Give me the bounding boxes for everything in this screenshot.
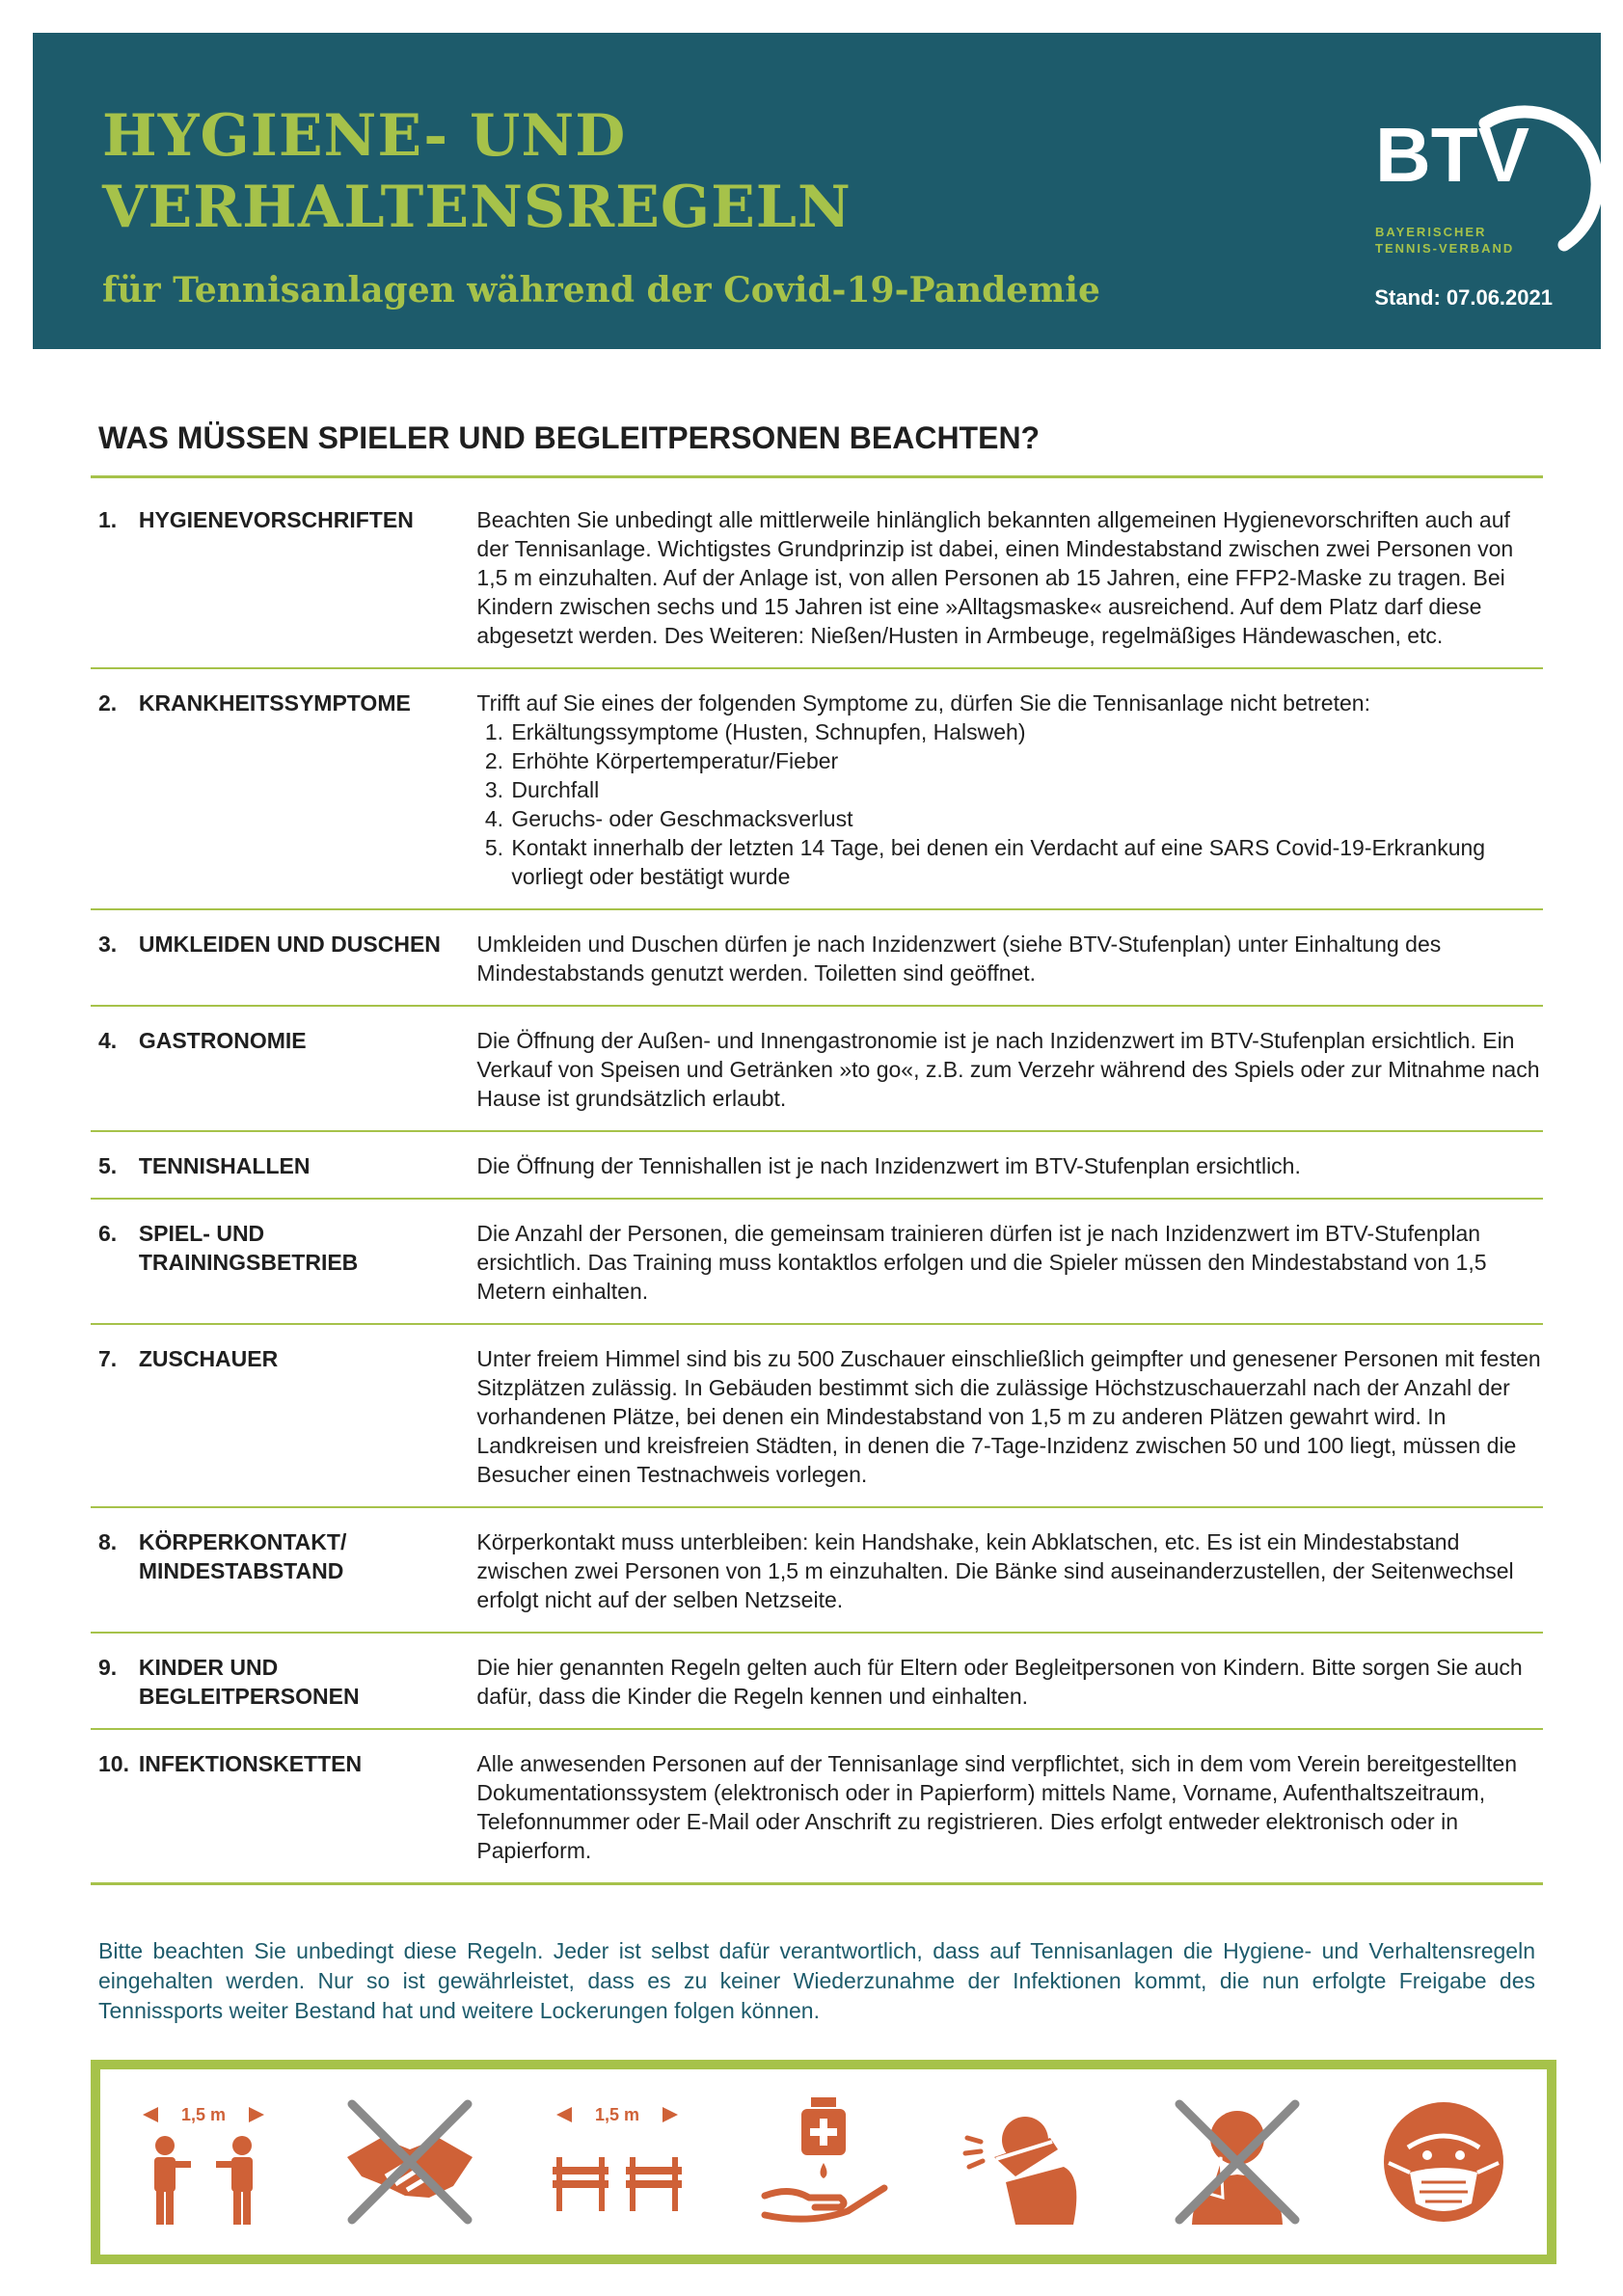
rule-number: 2.	[98, 690, 118, 716]
rule-body: Unter freiem Himmel sind bis zu 500 Zuschauer einschließlich geimpfter und genesener Personen mit festen Sitzplätzen zulässig. In Gebäuden bestimmt sich die zulässige Höchstzuschauerzahl nach der Anzahl der vorhandenen Plätze, bei denen ein Mindestabstand von 1,5 m zu anderen Plätzen gewahrt wird. In Landkreisen und kreisfreien Städten, in denen die 7-Tage-Inzidenz zwischen 50 und 100 liegt, müssen die Besucher einen Testnachweis vorlegen.	[476, 1346, 1541, 1487]
rule-title: UMKLEIDEN UND DUSCHEN	[138, 932, 441, 957]
symptoms-intro: Trifft auf Sie eines der folgenden Symptome zu, dürfen Sie die Tennisanlage nicht betreten:	[476, 690, 1370, 716]
stand-date: Stand: 07.06.2021	[1374, 285, 1553, 310]
rule-body: Umkleiden und Duschen dürfen je nach Inzidenzwert (siehe BTV-Stufenplan) unter Einhaltung des Mindestabstands genutzt werden. Toiletten sind geöffnet.	[476, 932, 1442, 986]
sneeze-elbow-icon	[958, 2090, 1102, 2234]
title-line-1: HYGIENE- UND	[102, 102, 627, 170]
rule-title: HYGIENEVORSCHRIFTEN	[138, 507, 414, 532]
rule-body: Die hier genannten Regeln gelten auch für Eltern oder Begleitpersonen von Kindern. Bitte sorgen Sie auch dafür, dass die Kinder die Regeln kennen und einhalten.	[476, 1655, 1523, 1709]
rule-number: 6.	[98, 1221, 118, 1246]
title-line-2: VERHALTENSREGELN	[102, 174, 852, 241]
face-mask-icon	[1371, 2090, 1516, 2234]
header-banner	[33, 33, 1601, 349]
hand-disinfection-icon	[751, 2090, 896, 2234]
page-subtitle: für Tennisanlagen während der Covid-19-Pandemie	[102, 270, 1100, 311]
rule-title: KINDER UND BEGLEITPERSONEN	[138, 1655, 360, 1709]
distance-people-icon	[131, 2090, 276, 2234]
rule-item	[91, 689, 1543, 910]
rule-body: Die Anzahl der Personen, die gemeinsam trainieren dürfen ist je nach Inzidenzwert im BTV-Stufenplan ersichtlich. Das Training muss kontaktlos erfolgen und die Spieler müssen den Mindestabstand von 1,5 Metern einhalten.	[476, 1221, 1487, 1304]
rule-number: 3.	[98, 932, 118, 957]
rule-title: INFEKTIONSKETTEN	[138, 1751, 363, 1776]
distance-label: 1,5 m	[181, 2105, 227, 2124]
no-face-touch-icon	[1165, 2090, 1310, 2234]
rule-item	[91, 1151, 1543, 1200]
rule-body	[476, 689, 1543, 891]
rule-body: Körperkontakt muss unterbleiben: kein Handshake, kein Abklatschen, etc. Es ist ein Mindestabstand zwischen zwei Personen von 1,5 m einzuhalten. Die Bänke sind auseinanderzustellen, der Seitenwechsel erfolgt nicht auf der selben Netzseite.	[476, 1529, 1514, 1612]
logo-text: BTV	[1375, 112, 1529, 198]
rule-title: SPIEL- UND TRAININGSBETRIEB	[138, 1221, 359, 1275]
rule-body: Beachten Sie unbedingt alle mittlerweile hinlänglich bekannten allgemeinen Hygienevorschriften auch auf der Tennisanlage. Wichtigstes Grundprinzip ist dabei, einen Mindestabstand zwischen zwei Personen von 1,5 m einzuhalten. Auf der Anlage ist, von allen Personen ab 15 Jahren, eine FFP2-Maske zu tragen. Bei Kindern zwischen sechs und 15 Jahren ist eine »Alltagsmaske« ausreichend. Auf dem Platz darf diese abgesetzt werden. Des Weiteren: Nießen/Husten in Armbeuge, regelmäßiges Händewaschen, etc.	[476, 507, 1514, 648]
rule-title: KRANKHEITSSYMPTOME	[138, 690, 411, 716]
rules-list	[91, 505, 1543, 1904]
rule-item	[91, 1749, 1543, 1885]
pictogram-strip	[91, 2060, 1556, 2264]
symptom-item: 3. Durchfall	[509, 775, 1543, 804]
symptom-item: 5. Kontakt innerhalb der letzten 14 Tage, bei denen ein Verdacht auf eine SARS Covid-19-Erkrankung vorliegt oder bestätigt wurde	[509, 833, 1543, 891]
rule-number: 1.	[98, 507, 118, 532]
rule-title: TENNISHALLEN	[138, 1153, 311, 1178]
heading-divider	[91, 475, 1543, 478]
symptom-item: 2. Erhöhte Körpertemperatur/Fieber	[509, 746, 1543, 775]
rule-number: 7.	[98, 1346, 118, 1371]
rule-title: GASTRONOMIE	[138, 1028, 307, 1053]
rule-title: KÖRPERKONTAKT/ MINDESTABSTAND	[138, 1529, 347, 1583]
logo-subtitle	[1375, 224, 1514, 257]
distance-label: 1,5 m	[594, 2105, 639, 2124]
rule-item	[91, 1653, 1543, 1730]
distance-benches-icon	[545, 2090, 690, 2234]
rule-item	[91, 1219, 1543, 1325]
rule-number: 8.	[98, 1529, 118, 1554]
rule-number: 9.	[98, 1655, 118, 1680]
logo-sub-line-1: BAYERISCHER	[1375, 225, 1487, 239]
rule-number: 5.	[98, 1153, 118, 1178]
rule-item	[91, 930, 1543, 1007]
rule-item	[91, 1527, 1543, 1634]
rule-number: 4.	[98, 1028, 118, 1053]
symptom-item: 4. Geruchs- oder Geschmacksverlust	[509, 804, 1543, 833]
symptoms-list	[476, 717, 1543, 891]
closing-notice: Bitte beachten Sie unbedingt diese Regeln. Jeder ist selbst dafür verantwortlich, dass auf Tennisanlagen die Hygiene- und Verhaltensregeln eingehalten werden. Nur so ist gewährleistet, dass es zu keiner Wiederzunahme der Infektionen kommt, die nun erfolgte Freigabe des Tennissports weiter Bestand hat und weitere Lockerungen folgen können.	[98, 1938, 1535, 2023]
logo-sub-line-2: TENNIS-VERBAND	[1375, 241, 1515, 256]
no-handshake-icon	[338, 2090, 482, 2234]
symptom-item: 1. Erkältungssymptome (Husten, Schnupfen, Halsweh)	[509, 717, 1543, 746]
rule-body: Alle anwesenden Personen auf der Tennisanlage sind verpflichtet, sich in dem vom Verein bereitgestellten Dokumentationssystem (elektronisch oder in Papierform) mittels Name, Vorname, Aufenthaltszeitraum, Telefonnummer oder E-Mail oder Anschrift zu registrieren. Dies erfolgt entweder elektronisch oder in Papierform.	[476, 1751, 1518, 1863]
rule-number: 10.	[98, 1751, 129, 1776]
section-heading: WAS MÜSSEN SPIELER UND BEGLEITPERSONEN BEACHTEN?	[98, 420, 1041, 455]
rule-body: Die Öffnung der Tennishallen ist je nach Inzidenzwert im BTV-Stufenplan ersichtlich.	[476, 1153, 1301, 1178]
rule-body: Die Öffnung der Außen- und Innengastronomie ist je nach Inzidenzwert im BTV-Stufenplan ersichtlich. Ein Verkauf von Speisen und Getränken »to go«, z.B. zum Verzehr während des Spiels oder zur Mitnahme nach Hause ist grundsätzlich erlaubt.	[476, 1028, 1540, 1111]
rule-item	[91, 1026, 1543, 1132]
page-title	[102, 100, 852, 243]
rule-item	[91, 505, 1543, 669]
rule-item	[91, 1344, 1543, 1508]
rule-title: ZUSCHAUER	[138, 1346, 279, 1371]
